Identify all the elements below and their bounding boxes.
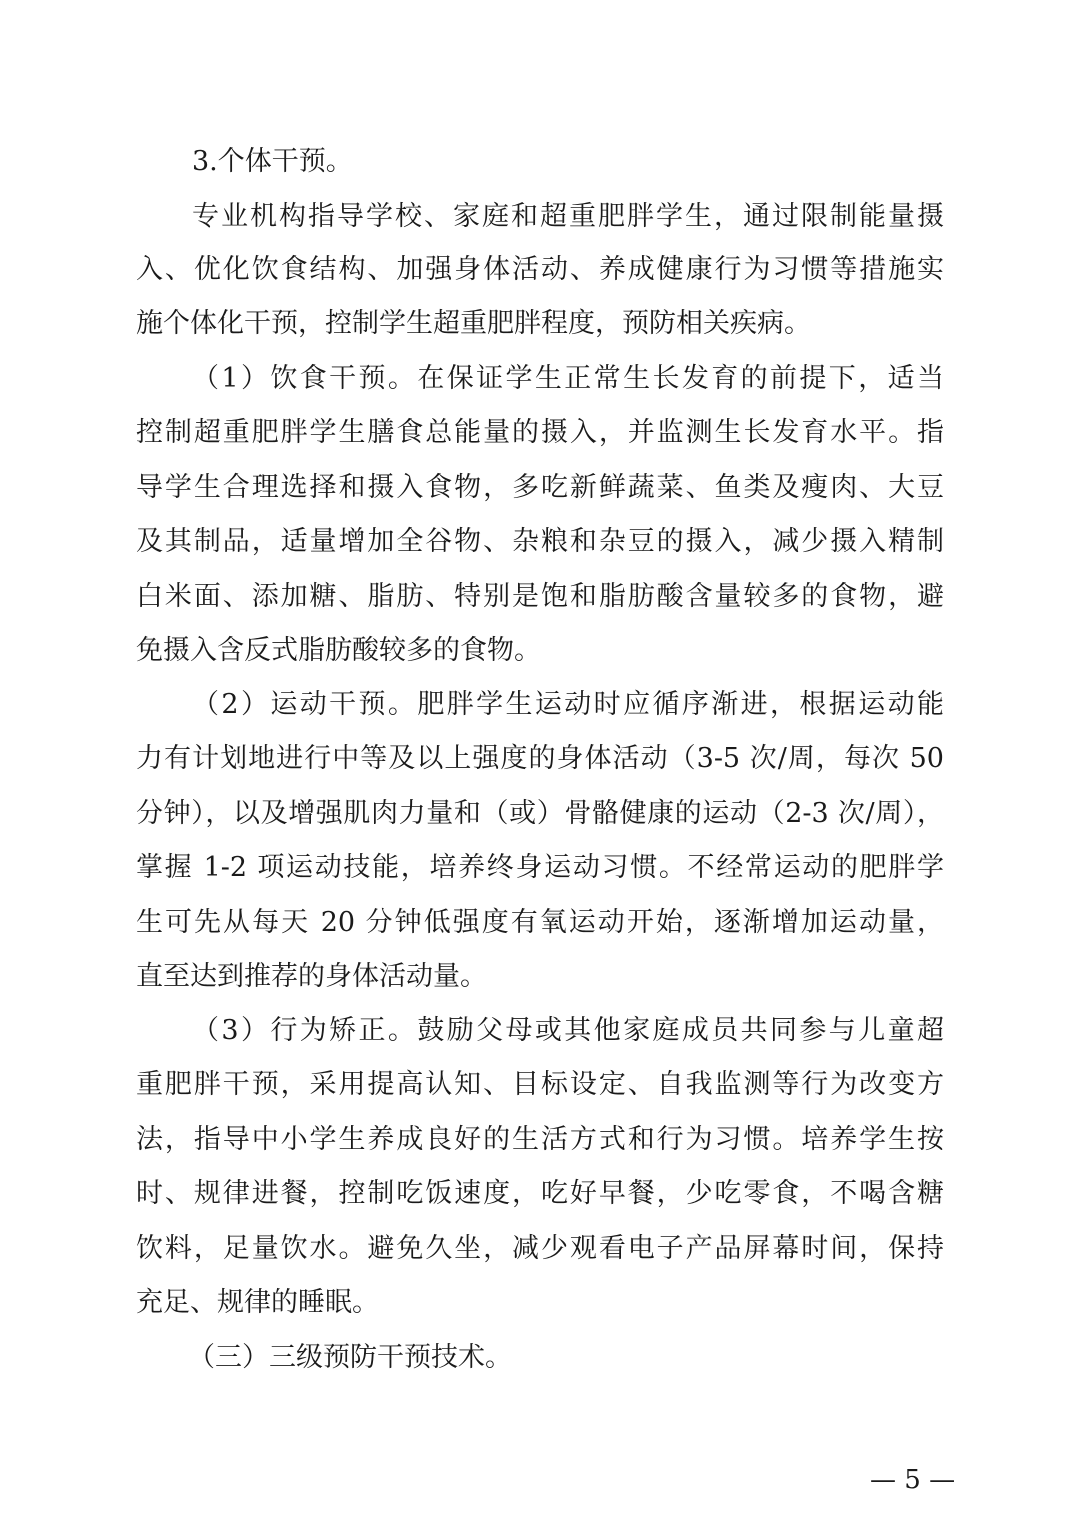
paragraph-line: 免摄入含反式脂肪酸较多的食物。 bbox=[136, 635, 541, 666]
paragraph-line-diet-intervention: （1）饮食干预。在保证学生正常生长发育的前提下，适当 bbox=[192, 363, 944, 394]
paragraph-line: 专业机构指导学校、家庭和超重肥胖学生，通过限制能量摄 bbox=[192, 201, 944, 232]
paragraph-line: 分钟），以及增强肌肉力量和（或）骨骼健康的运动（2-3 次/周）， bbox=[136, 798, 944, 829]
paragraph-line: 重肥胖干预，采用提高认知、目标设定、自我监测等行为改变方 bbox=[136, 1069, 944, 1100]
section-heading-tertiary-prevention: （三）三级预防干预技术。 bbox=[188, 1342, 512, 1373]
paragraph-line: 入、优化饮食结构、加强身体活动、养成健康行为习惯等措施实 bbox=[136, 254, 944, 285]
paragraph-line: 饮料，足量饮水。避免久坐，减少观看电子产品屏幕时间，保持 bbox=[136, 1233, 944, 1264]
paragraph-line: 直至达到推荐的身体活动量。 bbox=[136, 961, 487, 992]
paragraph-line: 力有计划地进行中等及以上强度的身体活动（3-5 次/周，每次 50 bbox=[136, 743, 944, 774]
heading-individual-intervention: 3.个体干预。 bbox=[192, 146, 353, 177]
paragraph-line: 及其制品，适量增加全谷物、杂粮和杂豆的摄入，减少摄入精制 bbox=[136, 526, 944, 557]
paragraph-line: 生可先从每天 20 分钟低强度有氧运动开始，逐渐增加运动量， bbox=[136, 907, 944, 938]
paragraph-line: 充足、规律的睡眠。 bbox=[136, 1287, 379, 1318]
paragraph-line: 控制超重肥胖学生膳食总能量的摄入，并监测生长发育水平。指 bbox=[136, 417, 944, 448]
paragraph-line-behavior-correction: （3）行为矫正。鼓励父母或其他家庭成员共同参与儿童超 bbox=[192, 1015, 944, 1046]
paragraph-line: 施个体化干预，控制学生超重肥胖程度，预防相关疾病。 bbox=[136, 308, 811, 339]
paragraph-line: 法，指导中小学生养成良好的生活方式和行为习惯。培养学生按 bbox=[136, 1124, 944, 1155]
paragraph-line: 导学生合理选择和摄入食物，多吃新鲜蔬菜、鱼类及瘦肉、大豆 bbox=[136, 472, 944, 503]
paragraph-line: 掌握 1-2 项运动技能，培养终身运动习惯。不经常运动的肥胖学 bbox=[136, 852, 944, 883]
page-number: — 5 — bbox=[870, 1465, 956, 1495]
paragraph-line: 时、规律进餐，控制吃饭速度，吃好早餐，少吃零食，不喝含糖 bbox=[136, 1178, 944, 1209]
paragraph-line-exercise-intervention: （2）运动干预。肥胖学生运动时应循序渐进，根据运动能 bbox=[192, 689, 944, 720]
paragraph-line: 白米面、添加糖、脂肪、特别是饱和脂肪酸含量较多的食物，避 bbox=[136, 581, 944, 612]
